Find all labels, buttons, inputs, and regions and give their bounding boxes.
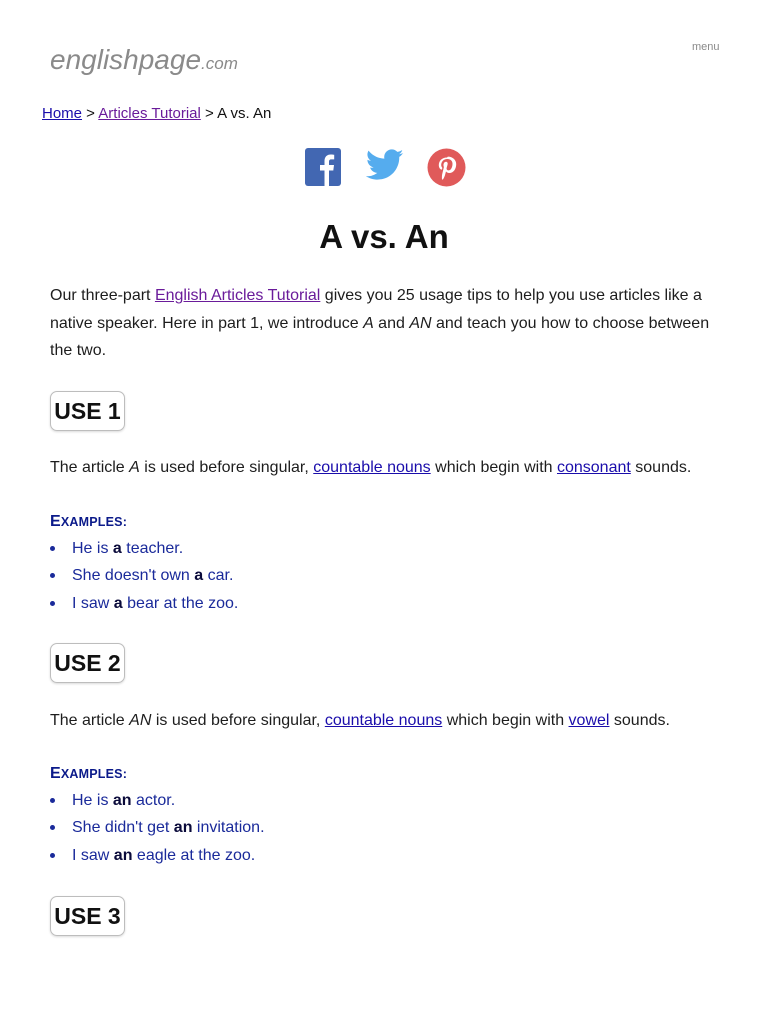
example-article: an bbox=[112, 792, 132, 809]
use-3-heading: USE 3 bbox=[50, 896, 125, 936]
use-text: which begin with bbox=[442, 712, 569, 729]
intro-emphasis: A bbox=[363, 314, 374, 332]
example-text: teacher. bbox=[121, 540, 184, 557]
use-emphasis: A bbox=[129, 459, 140, 476]
example-text: eagle at the zoo. bbox=[132, 846, 256, 864]
examples-heading-rest: XAMPLES: bbox=[60, 515, 128, 529]
use-text: The article bbox=[50, 459, 130, 476]
consonant-link[interactable]: consonant bbox=[556, 459, 631, 476]
bullet-icon bbox=[50, 798, 55, 803]
example-text: I saw bbox=[72, 594, 114, 612]
share-bar bbox=[0, 148, 768, 188]
example-text: bear at the zoo. bbox=[122, 594, 239, 612]
logo-tld-text: .com bbox=[201, 54, 238, 73]
examples-heading-initial: E bbox=[50, 513, 61, 530]
use-1-examples-list bbox=[50, 535, 238, 617]
countable-nouns-link[interactable]: countable nouns bbox=[313, 459, 431, 476]
bullet-icon bbox=[50, 546, 55, 551]
examples-heading bbox=[50, 513, 127, 531]
breadcrumb-separator: > bbox=[200, 105, 218, 122]
articles-tutorial-link[interactable]: English Articles Tutorial bbox=[154, 287, 321, 304]
intro-text: and bbox=[373, 314, 410, 332]
list-item bbox=[50, 814, 265, 841]
facebook-icon[interactable] bbox=[305, 148, 341, 186]
breadcrumb-separator: > bbox=[82, 105, 99, 122]
examples-heading bbox=[50, 765, 127, 783]
list-item bbox=[50, 787, 265, 814]
menu-link[interactable]: menu bbox=[692, 41, 720, 53]
use-text: sounds. bbox=[630, 459, 692, 476]
examples-heading-initial: E bbox=[50, 765, 61, 782]
countable-nouns-link[interactable]: countable nouns bbox=[324, 712, 443, 729]
example-text: She doesn't own bbox=[72, 567, 195, 585]
intro-text: Our three-part bbox=[50, 287, 155, 304]
list-item bbox=[50, 590, 238, 617]
vowel-link[interactable]: vowel bbox=[568, 712, 610, 729]
use-text: is used before singular, bbox=[151, 712, 325, 729]
use-text: is used before singular, bbox=[139, 459, 314, 476]
examples-heading-rest: XAMPLES: bbox=[60, 767, 128, 781]
example-text: He is bbox=[72, 540, 113, 557]
list-item bbox=[50, 562, 238, 589]
example-article: a bbox=[194, 567, 204, 585]
use-2-examples-list bbox=[50, 787, 265, 869]
twitter-icon[interactable] bbox=[366, 148, 404, 182]
bullet-icon bbox=[50, 573, 55, 578]
breadcrumb bbox=[42, 105, 271, 122]
breadcrumb-articles-link[interactable]: Articles Tutorial bbox=[98, 105, 201, 122]
example-text: I saw bbox=[72, 846, 114, 864]
use-text: which begin with bbox=[430, 459, 557, 476]
pinterest-icon[interactable] bbox=[427, 148, 466, 187]
intro-paragraph bbox=[50, 282, 730, 365]
example-text: She didn't get bbox=[72, 819, 174, 837]
example-text: actor. bbox=[131, 792, 176, 809]
intro-emphasis: AN bbox=[409, 314, 432, 332]
intro-text: and teach you how to choose between the two. bbox=[50, 314, 710, 359]
example-article: an bbox=[113, 846, 133, 864]
bullet-icon bbox=[50, 825, 55, 830]
use-2-paragraph bbox=[50, 707, 750, 735]
use-emphasis: AN bbox=[129, 712, 152, 729]
breadcrumb-current: A vs. An bbox=[217, 105, 272, 122]
list-item bbox=[50, 842, 265, 869]
example-text: invitation. bbox=[192, 819, 265, 837]
page-title: A vs. An bbox=[319, 218, 449, 255]
site-logo[interactable] bbox=[50, 44, 238, 76]
use-text: sounds. bbox=[609, 712, 670, 729]
use-2-heading: USE 2 bbox=[50, 643, 125, 683]
example-article: a bbox=[112, 540, 122, 557]
use-text: The article bbox=[50, 712, 130, 729]
example-text: He is bbox=[72, 792, 113, 809]
use-1-heading: USE 1 bbox=[50, 391, 125, 431]
bullet-icon bbox=[50, 601, 55, 606]
example-article: a bbox=[113, 594, 123, 612]
breadcrumb-home-link[interactable]: Home bbox=[42, 105, 83, 122]
example-article: an bbox=[173, 819, 193, 837]
use-1-paragraph bbox=[50, 454, 750, 482]
example-text: car. bbox=[203, 567, 234, 585]
list-item bbox=[50, 535, 238, 562]
bullet-icon bbox=[50, 853, 55, 858]
intro-text: gives you 25 usage tips to help you use articles like a native speaker. Here in part 1, we introduce bbox=[50, 287, 702, 332]
logo-main-text: englishpage bbox=[50, 44, 202, 75]
